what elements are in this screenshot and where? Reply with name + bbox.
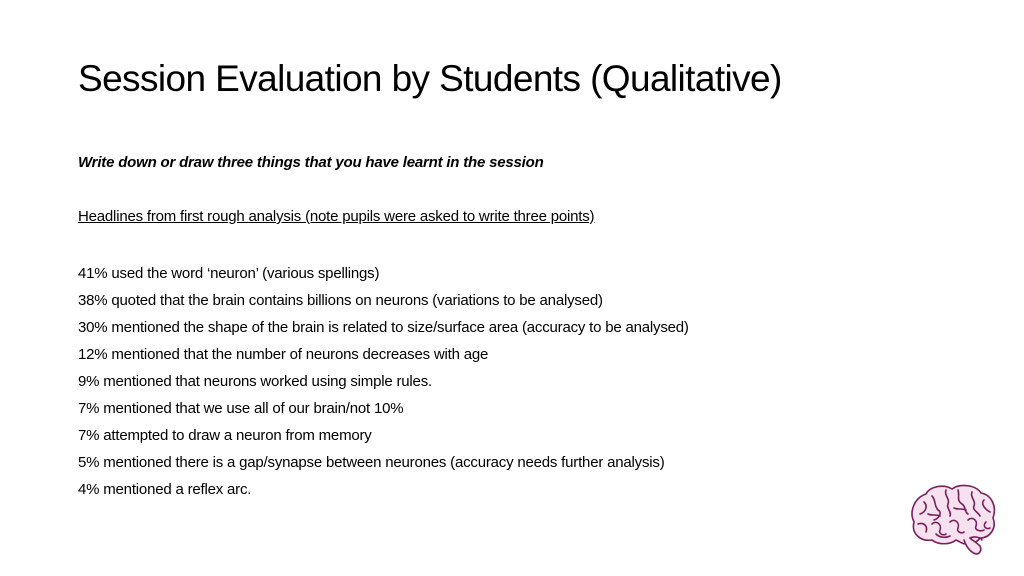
finding-item: 7% attempted to draw a neuron from memory (78, 427, 372, 444)
findings-list (78, 260, 689, 503)
finding-item: 7% mentioned that we use all of our brain/not 10% (78, 400, 404, 417)
finding-item: 9% mentioned that neurons worked using simple rules. (78, 373, 432, 390)
finding-item: 38% quoted that the brain contains billions on neurons (variations to be analysed) (78, 292, 603, 309)
slide-title: Session Evaluation by Students (Qualitative) (78, 58, 782, 99)
finding-item: 30% mentioned the shape of the brain is related to size/surface area (accuracy to be analysed) (78, 319, 689, 336)
finding-item: 5% mentioned there is a gap/synapse between neurones (accuracy needs further analysis) (78, 454, 665, 471)
finding-item: 41% used the word ‘neuron’ (various spellings) (78, 265, 380, 282)
finding-item: 4% mentioned a reflex arc. (78, 481, 252, 498)
finding-item: 12% mentioned that the number of neurons decreases with age (78, 346, 489, 363)
section-heading: Headlines from first rough analysis (note pupils were asked to write three points) (78, 208, 595, 225)
brain-icon (906, 482, 998, 556)
prompt-text: Write down or draw three things that you have learnt in the session (78, 154, 544, 171)
